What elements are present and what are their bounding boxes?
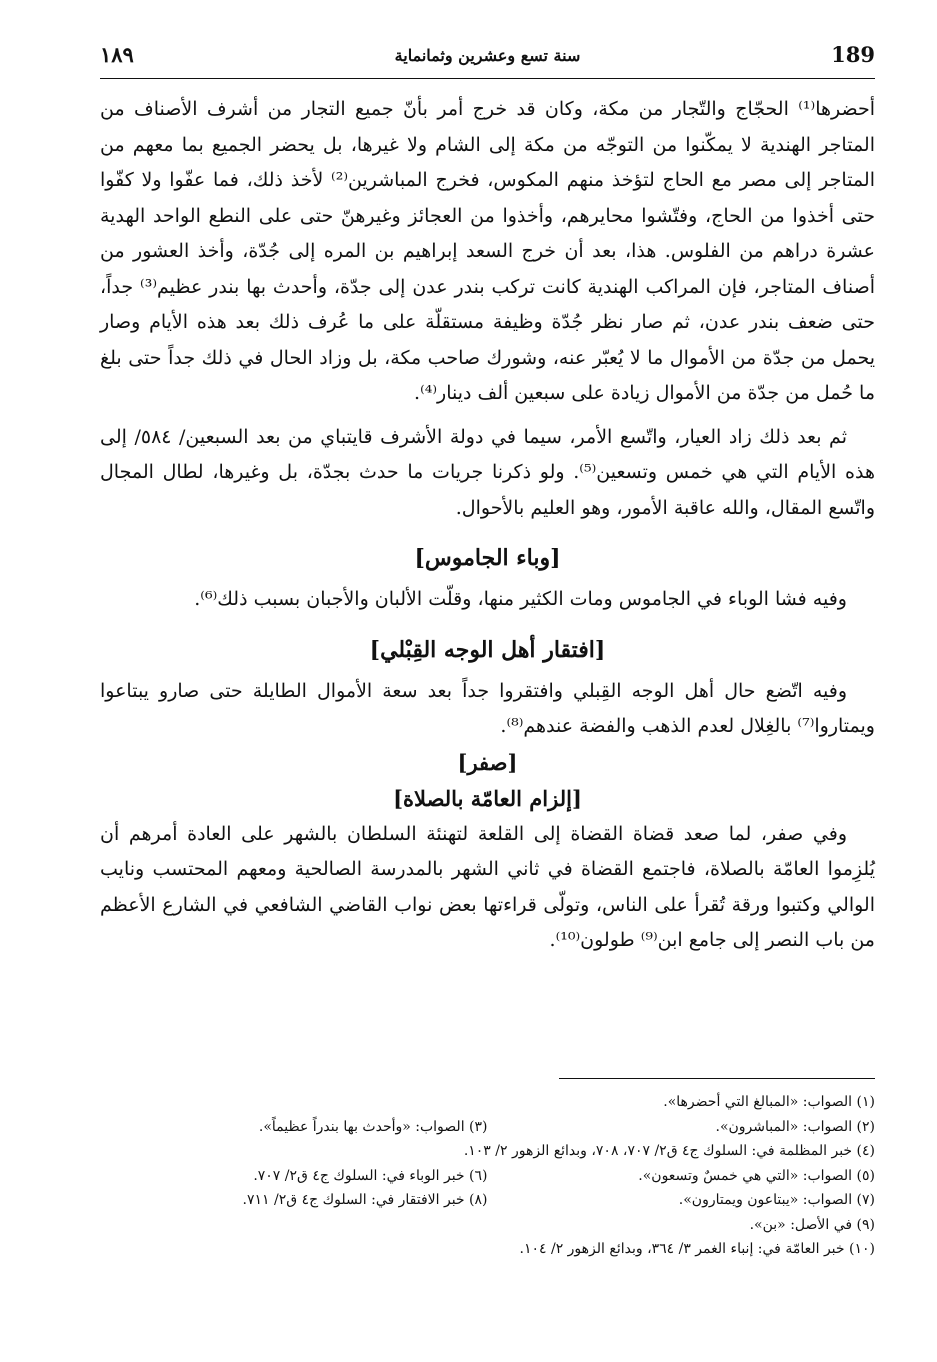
footnotes bbox=[100, 1090, 875, 1262]
footnote-8: (٨) خبر الافتقار في: السلوك ج٤ ق٢/ ٧١١. bbox=[242, 1192, 488, 1208]
footnote-10: (١٠) خبر العامّة في: إنباء الغمر ٣/ ٣٦٤، وبدائع الزهور ٢/ ١٠٤. bbox=[519, 1241, 875, 1257]
page-number-latin: 189 bbox=[831, 42, 875, 67]
section-heading-prayer-obligation: [إلزام العامّة بالصلاة] bbox=[393, 785, 582, 811]
footnote-2: (٢) الصواب: «المباشرون». bbox=[715, 1118, 875, 1135]
footnote-6: (٦) خبر الوباء في: السلوك ج٤ ق٢/ ٧٠٧. bbox=[253, 1167, 488, 1184]
footnote-1: (١) الصواب: «المبالغ التي أحضرها». bbox=[663, 1094, 875, 1110]
page-header bbox=[100, 38, 875, 79]
paragraph-3: وفيه فشا الوباء في الجاموس ومات الكثير منها، وقلّت الألبان والأجبان بسبب ذلك⁽⁶⁾. bbox=[194, 588, 847, 610]
section-heading-buffalo-plague: [وباء الجاموس] bbox=[414, 545, 561, 571]
paragraph-2: ثم بعد ذلك زاد العيار، واتّسع الأمر، سيما في دولة الأشرف قايتباي من بعد السبعين/ ٥٨٤/ إلى هذه الأيام التي هي خمس وتسعين⁽⁵⁾. ولو ذكرنا جريات ما حدث بجدّة، بل وغيرها، لطال المجال واتّسع المقال، والله عاقبة الأمور، وهو العليم بالأحوال. bbox=[100, 425, 875, 519]
paragraph-5: وفي صفر، لما صعد قضاة القضاة إلى القلعة لتهنئة السلطان بالشهر على العادة أمرهم أن يُلزِموا العامّة بالصلاة، فاجتمع القضاة في ثاني الشهر بالمدرسة الصالحية ومعهم المحتسب ونايب الوالي وكتبوا ورقة تُقرأ على الناس، وتولّى قراءتها بعض نواب القاضي الشافعي في الشارع الأعظم من باب النصر إلى جامع ابن⁽⁹⁾ طولون⁽¹⁰⁾. bbox=[100, 822, 875, 951]
page-number-arabic: ١٨٩ bbox=[100, 42, 134, 67]
main-text bbox=[100, 92, 875, 959]
paragraph-4: وفيه اتّضع حال أهل الوجه القِبلي وافتقروا جداً بعد سعة الأموال الطايلة حتى صارو يبتاعوا ويمتاروا⁽⁷⁾ بالغِلال لعدم الذهب والفضة عندهم⁽⁸⁾. bbox=[100, 679, 875, 737]
footnote-5: (٥) الصواب: «التي هي خمسٌ وتسعون». bbox=[638, 1167, 875, 1184]
footnote-divider bbox=[559, 1078, 875, 1079]
section-heading-upper-egypt-poverty: [افتقار أهل الوجه القِبْلي] bbox=[369, 636, 606, 663]
month-heading-safar: [صفر] bbox=[457, 749, 518, 775]
running-title: سنة تسع وعشرين وثمانماية bbox=[394, 46, 581, 65]
footnote-9: (٩) في الأصل: «بن». bbox=[749, 1216, 875, 1233]
footnote-7: (٧) الصواب: «يبتاعون ويمتارون». bbox=[678, 1192, 875, 1208]
footnote-4: (٤) خبر المظلمة في: السلوك ج٤ ق٢/ ٧٠٧، ٧٠٨، وبدائع الزهور ٢/ ١٠٣. bbox=[463, 1143, 875, 1159]
footnote-3: (٣) الصواب: «وأحدث بها بندراً عظيماً». bbox=[258, 1118, 488, 1135]
paragraph-1: أحضرها⁽¹⁾ الحجّاج والتّجار من مكة، وكان قد خرج أمر بأنّ جميع التجار من أشرف الأصناف من المتاجر الهندية لا يمكّنوا من التوجّه من مكة إلى الشام ولا غيرها، بل يحضر الجميع بما معهم من المتاجر إلى مصر مع الحاج لتؤخذ منهم المكوس، فخرج المباشرين⁽²⁾ لأخذ ذلك، فما عفّوا ولا كفّوا حتى أخذوا من الحاج، وفتّشوا محايرهم، وأخذوا من العجائز وغيرهنّ حتى على النطع الواحد الهدية عشرة دراهم من الفلوس. هذا، بعد أن خرج السعد إبراهيم بن المره إلى جُدّة، وأخذ العشور من أصناف المتاجر، فإن المراكب الهندية كانت تركب بندر عدن إلى جدّة، وأحدث بها بندر عظيم⁽³⁾ جداً، حتى ضعف بندر عدن، ثم صار نظر جُدّة وظيفة مستقلّة على ما عُرف ذلك بعد هذه الأيام وصار يحمل من جدّة من الأموال ما لا يُعبّر عنه، وشورك صاحب مكة، بل وزاد الحال في ذلك جداً حتى بلغ ما حُمل من جدّة من الأموال زيادة على سبعين ألف دينار⁽⁴⁾. bbox=[100, 98, 875, 404]
